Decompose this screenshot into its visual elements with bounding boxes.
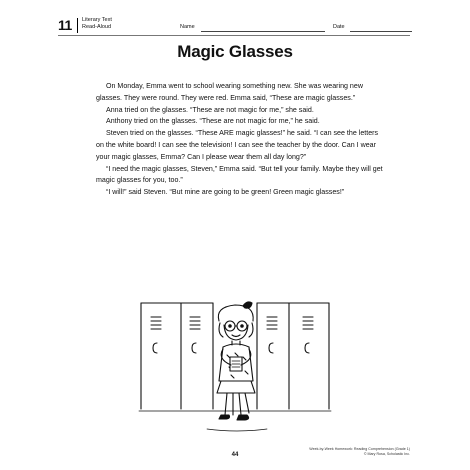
section-label	[82, 17, 112, 31]
date-field[interactable]	[350, 31, 412, 32]
footer-credit-line-2: © Mary Rosa, Scholastic Inc.	[363, 452, 410, 456]
story-paragraph: On Monday, Emma went to school wearing something new. She was wearing new glasses. They were round. They were red. Emma said, “These are magic glasses.”	[96, 82, 363, 102]
page-number: 11	[58, 17, 72, 33]
story-paragraph: Steven tried on the glasses. “These ARE magic glasses!” he said. “I can see the letters on the white board! I can see the television! I can see the teacher by the door. Can I wear your magic glasses, Emma? Can I please wear them all day long?”	[96, 129, 379, 161]
date-label: Date	[333, 24, 345, 30]
section-label-line-1: Literary Text	[82, 17, 112, 23]
story-text	[96, 81, 386, 199]
worksheet-header	[58, 16, 410, 36]
story-title: Magic Glasses	[177, 42, 293, 61]
story-paragraph: Anthony tried on the glasses. “These are not magic for me,” he said.	[106, 117, 320, 126]
illustration-girl-at-lockers	[137, 297, 333, 441]
section-label-line-2: Read-Aloud	[82, 24, 112, 30]
header-rule	[58, 35, 410, 36]
footer-credit-line-1: Week-by-Week Homework: Reading Comprehension (Grade 1)	[309, 447, 410, 451]
header-divider	[77, 18, 78, 33]
name-field[interactable]	[201, 31, 325, 32]
story-paragraph: “I will!” said Steven. “But mine are going to be green! Green magic glasses!”	[106, 188, 345, 197]
name-label: Name	[180, 24, 195, 30]
story-paragraph: Anna tried on the glasses. “These are not magic for me,” she said.	[106, 105, 314, 114]
story-paragraph: “I need the magic glasses, Steven,” Emma said. “But tell your family. Maybe they will get magic glasses for you, too.”	[96, 164, 383, 185]
footer-page-number: 44	[231, 452, 239, 458]
